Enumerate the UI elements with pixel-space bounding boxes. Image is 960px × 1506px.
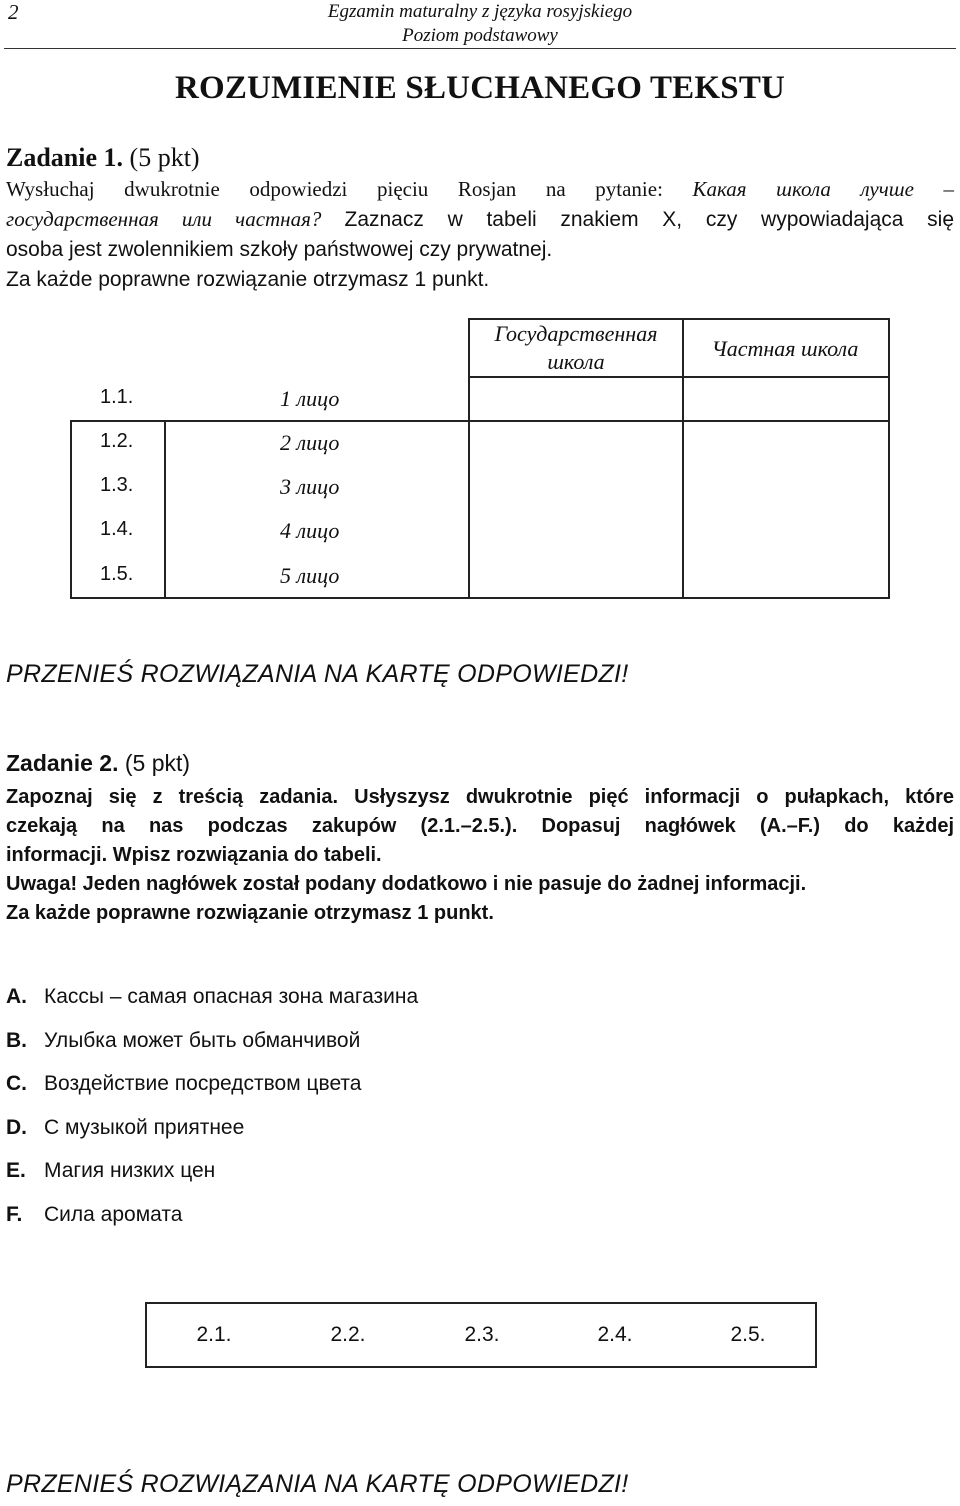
header-divider [4, 48, 956, 49]
heading-option-e: E. Магия низких цен [6, 1159, 216, 1182]
exam-title: Egzamin maturalny z języka rosyjskiego [327, 1, 633, 22]
answer-cell-2-3: 2.3. [464, 1323, 500, 1346]
task2-note: Uwaga! Jeden nagłówek został podany dodatkowo i nie pasuje do żadnej informacji. [6, 873, 807, 895]
task1-points: (5 pkt) [129, 143, 200, 172]
heading-option-b: B. Улыбка может быть обманчивой [6, 1029, 361, 1052]
task1-instruction-line3: osoba jest zwolennikiem szkoły państwowej czy prywatnej. [6, 238, 553, 261]
task1-instruction [6, 174, 954, 295]
answer-cell-2-4: 2.4. [597, 1323, 633, 1346]
task2-instruction [6, 783, 954, 928]
task1-heading [6, 143, 200, 173]
task2-line2: czekają na nas podczas zakupów (2.1.–2.5.). Dopasuj nagłówek (A.–F.) do każdej [6, 815, 954, 837]
task2-title: Zadanie 2. [6, 750, 119, 776]
heading-option-f: F. Сила аромата [6, 1203, 183, 1226]
answer-cell-2-1: 2.1. [196, 1323, 232, 1346]
column-header-private-school: Частная школа [682, 318, 890, 378]
task2-line1: Zapoznaj się z treścią zadania. Usłyszysz dwukrotnie pięć informacji o pułapkach, które [6, 786, 954, 808]
task1-scoring: Za każde poprawne rozwiązanie otrzymasz 1 punkt. [6, 268, 490, 291]
task1-instruction-line2: государственная или частная? Zaznacz w tabeli znakiem X, czy wypowiadająca się [6, 207, 954, 231]
transfer-note-1: PRZENIEŚ ROZWIĄZANIA NA KARTĘ ODPOWIEDZI! [6, 660, 629, 688]
task1-instruction-line1: Wysłuchaj dwukrotnie odpowiedzi pięciu Rosjan na pytanie: Какая школа лучше – [6, 177, 954, 201]
task2-heading [6, 750, 190, 777]
heading-option-d: D. С музыкой приятнее [6, 1116, 245, 1139]
exam-level: Poziom podstawowy [402, 25, 558, 46]
column-header-state-school: Государственная школа [468, 318, 684, 378]
heading-option-a: A. Кассы – самая опасная зона магазина [6, 985, 419, 1008]
task2-answer-table [145, 1302, 817, 1368]
answer-cell-2-5: 2.5. [730, 1323, 766, 1346]
answer-cell-2-2: 2.2. [330, 1323, 366, 1346]
heading-option-c: C. Воздействие посредством цвета [6, 1072, 362, 1095]
transfer-note-2: PRZENIEŚ ROZWIĄZANIA NA KARTĘ ODPOWIEDZI! [6, 1470, 629, 1498]
task2-points: (5 pkt) [124, 750, 191, 776]
section-title: ROZUMIENIE SŁUCHANEGO TEKSTU [174, 70, 786, 106]
task1-title: Zadanie 1. [6, 143, 124, 172]
task2-scoring: Za każde poprawne rozwiązanie otrzymasz 1 punkt. [6, 902, 494, 924]
task1-answer-table: Государственная школа Частная школа 1.1. 1 лицо 1.2. 2 лицо 1.3. 3 лицо 1.4. 4 лицо 1.5. 5 лицо [70, 318, 890, 599]
page-number: 2 [8, 0, 19, 24]
task2-line3: informacji. Wpisz rozwiązania do tabeli. [6, 844, 382, 866]
